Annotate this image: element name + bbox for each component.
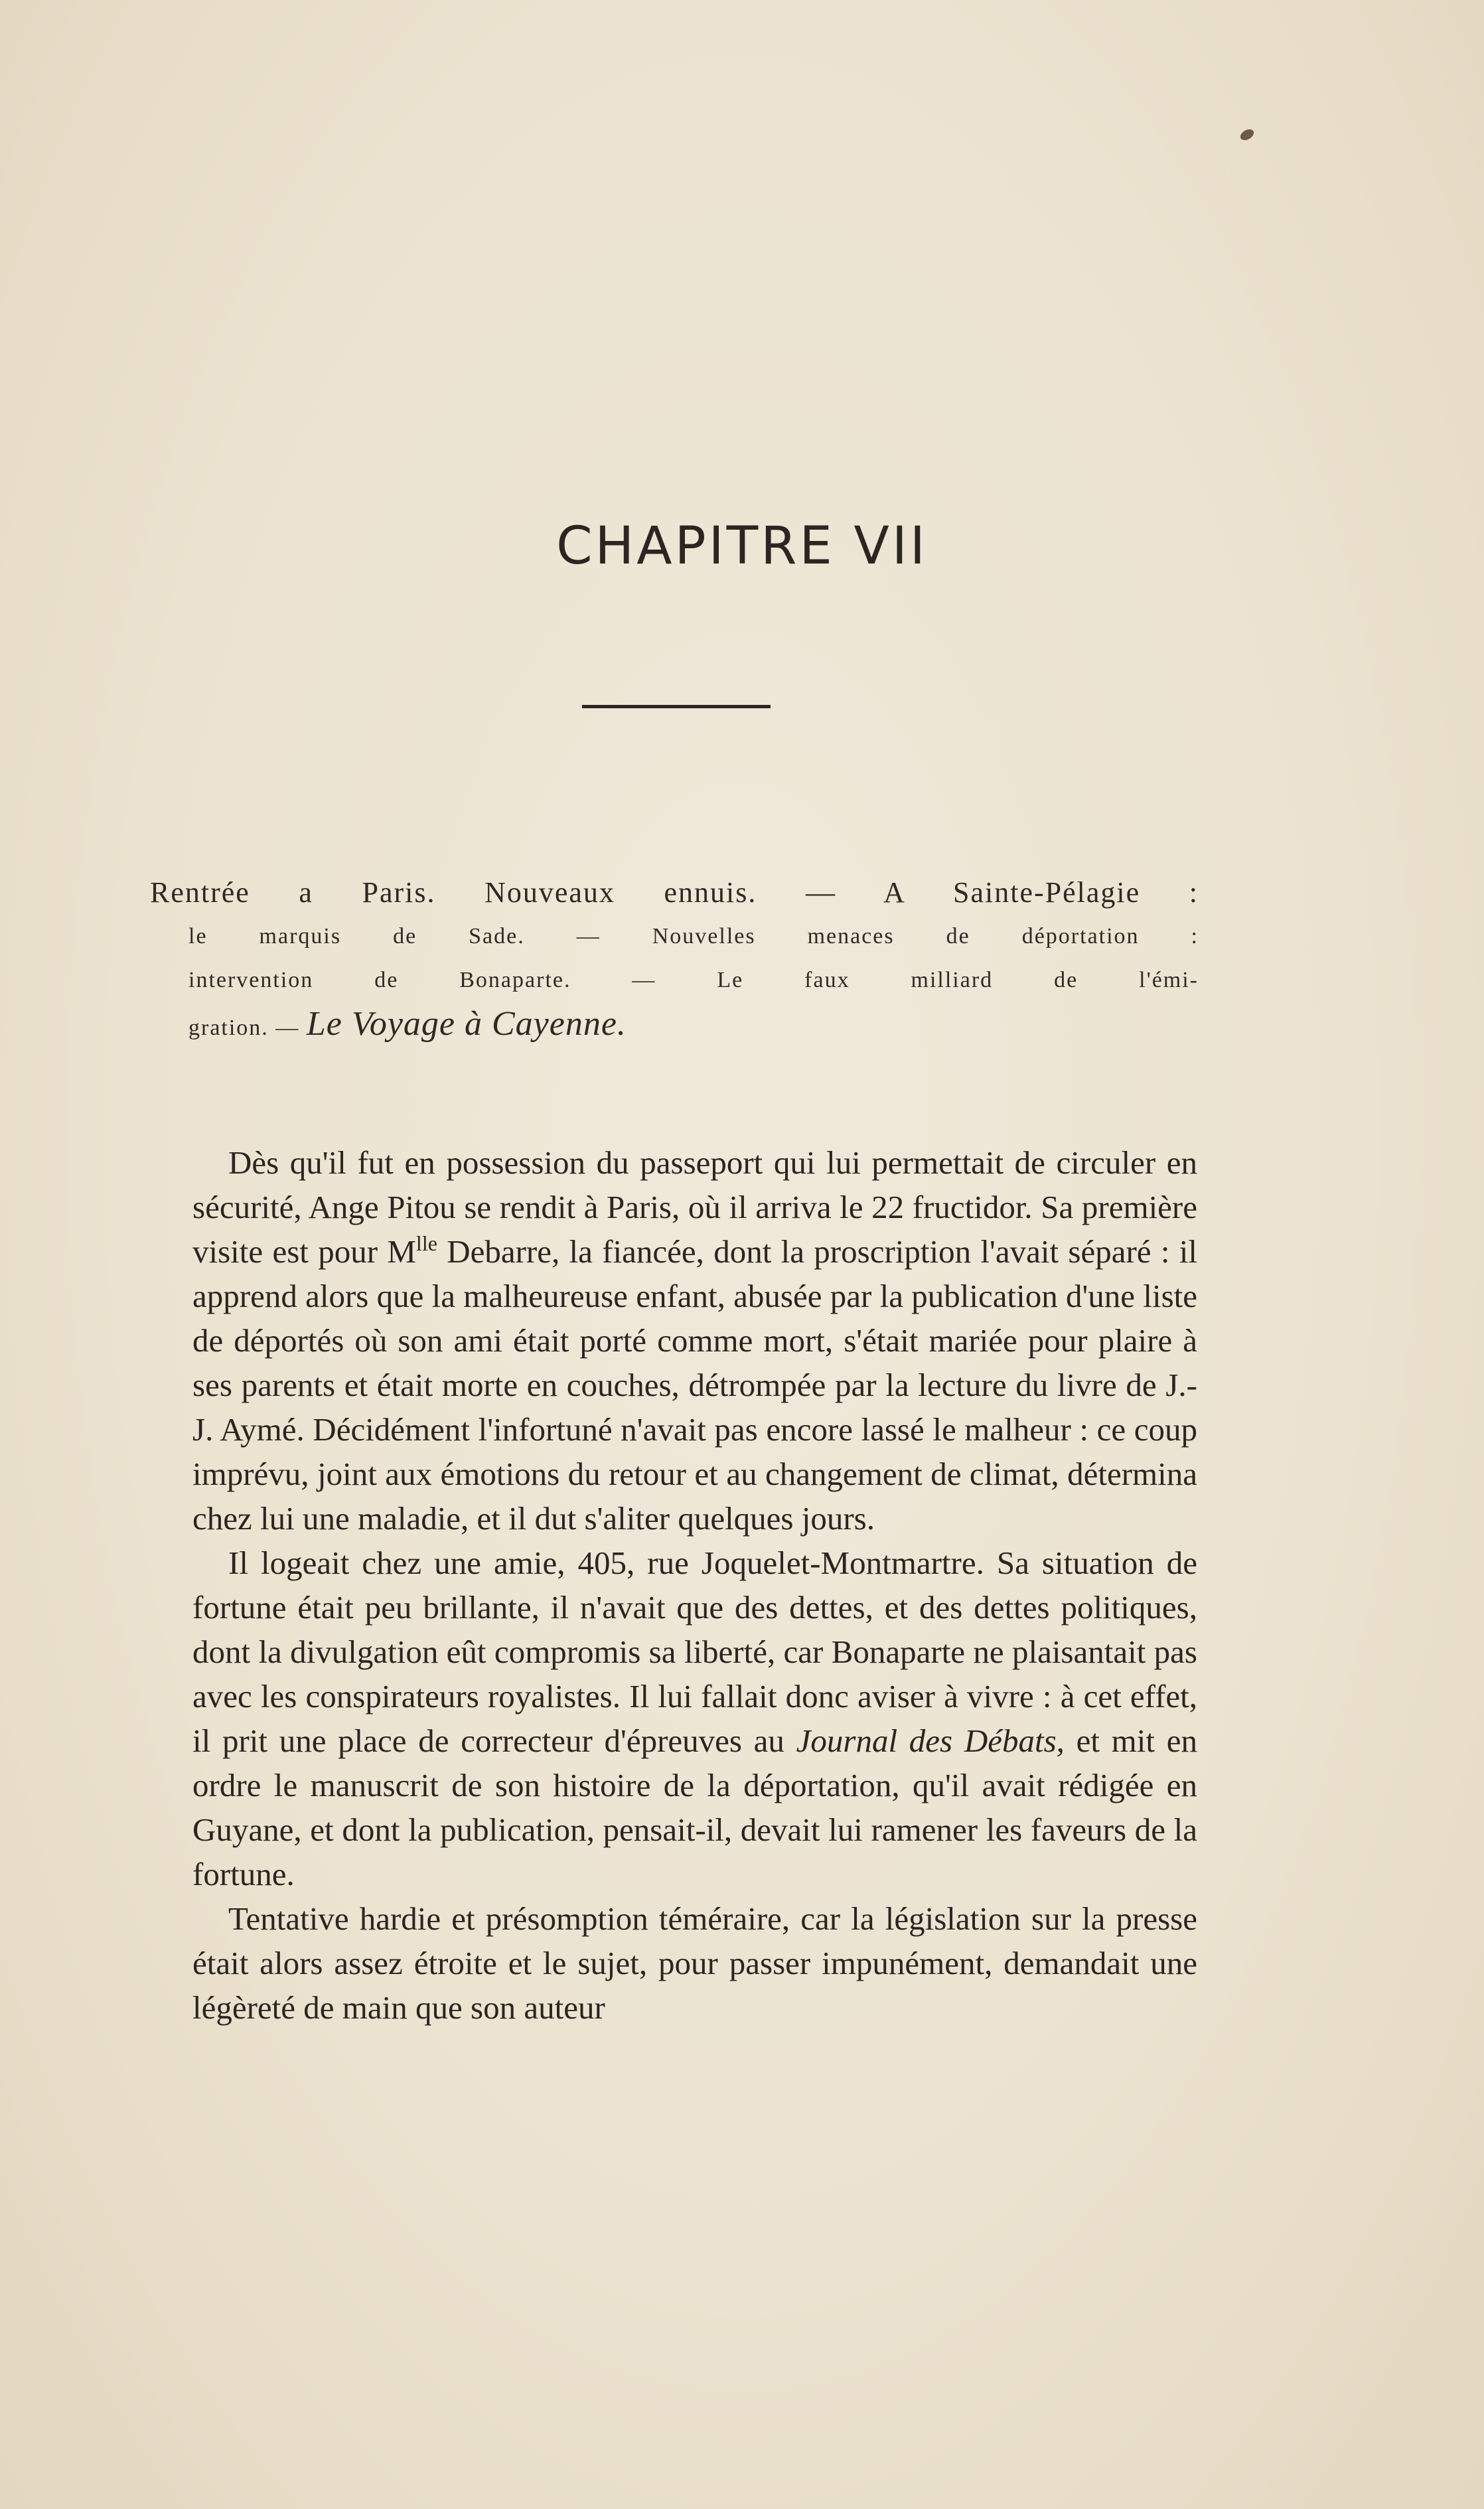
summary-line-4-text: gration. — [188, 1016, 307, 1040]
paragraph-1 [192, 1140, 1197, 1541]
summary-line-1: Rentrée a Paris. Nouveaux ennuis. — A Sainte-Pélagie : [150, 876, 1199, 909]
summary-line-4-italic: Le Voyage à Cayenne. [306, 1005, 627, 1043]
paragraph-2 [192, 1541, 1197, 1896]
body-text [192, 1140, 1197, 2030]
summary-line-2: le marquis de Sade. — Nouvelles menaces de déportation : [188, 924, 1199, 949]
chapter-summary [150, 871, 1199, 1050]
paragraph-2-text: Il logeait chez une amie, 405, rue Joquelet-Montmartre. Sa situation de fortune était peu brillante, il n'avait que des dettes, et des dettes politiques, dont la divulgation eût compromis sa liberté, car Bonaparte ne plaisantait pas avec les conspirateurs royalistes. Il lui fallait donc aviser à vivre : à cet effet, il prit une place de correcteur d'épreuves au [192, 1545, 1197, 1759]
summary-line-3: intervention de Bonaparte. — Le faux milliard de l'émi- [188, 968, 1199, 992]
title-rule [582, 705, 771, 708]
paragraph-3: Tentative hardie et présomption téméraire, car la législation sur la presse était alors assez étroite et le sujet, pour passer impunément, demandait une légèreté de main que son auteur [192, 1900, 1197, 2026]
paragraph-2-text-cont: et mit en ordre le manuscrit de son histoire de la déportation, qu'il avait rédigée en Guyane, et dont la publication, pensait-il, devait lui ramener les faveurs de la fortune. [192, 1722, 1197, 1892]
paragraph-1-text: Dès qu'il fut en possession du passeport qui lui permettait de circuler en sécurité, Ange Pitou se rendit à Paris, où il arriva le 22 fructidor. Sa première visite est pour M [192, 1144, 1197, 1270]
ink-mark [1238, 127, 1256, 142]
summary-line-4 [150, 1002, 1199, 1050]
paragraph-1-superscript: lle [415, 1231, 437, 1255]
chapter-title: CHAPITRE VII [556, 516, 928, 576]
paragraph-1-text-cont: Debarre, la fiancée, dont la proscription l'avait séparé : il apprend alors que la malheureuse enfant, abusée par la publication d'une liste de déportés où son ami était porté comme mort, s'était mariée pour plaire à ses parents et était morte en couches, détrompée par la lecture du livre de J.-J. Aymé. Décidément l'infortuné n'avait pas encore lassé le malheur : ce coup imprévu, joint aux émotions du retour et au changement de climat, détermina chez lui une maladie, et il dut s'aliter quelques jours. [192, 1233, 1197, 1537]
paragraph-2-italic: Journal des Débats, [796, 1722, 1065, 1759]
